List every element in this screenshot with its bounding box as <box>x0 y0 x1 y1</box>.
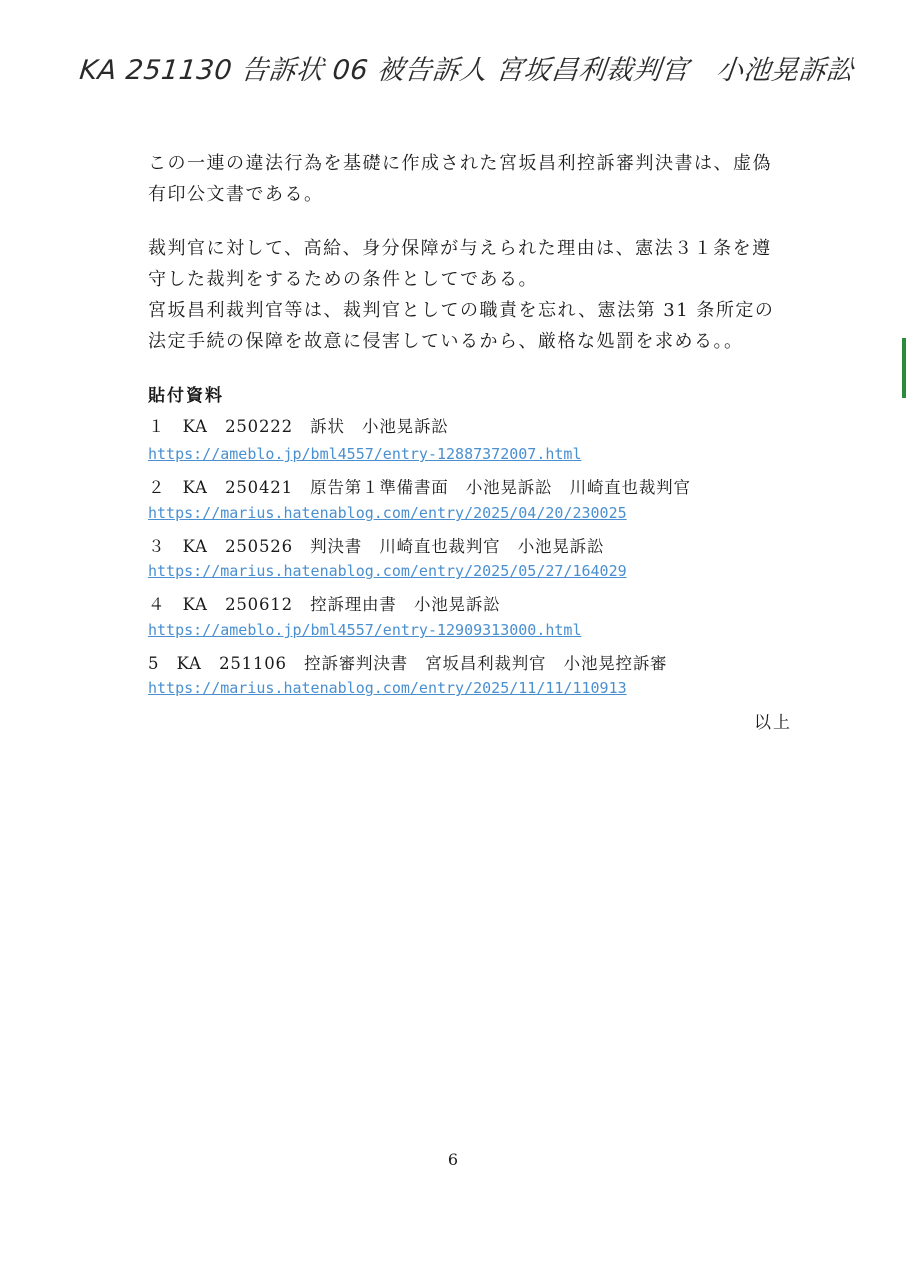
paragraph-1 <box>148 148 808 210</box>
attachment-item-1: １ KA 250222 訴状 小池晃訴訟 <box>148 417 449 436</box>
closing-mark: 以上 <box>754 713 792 733</box>
attachment-link-2[interactable]: https://marius.hatenablog.com/entry/2025/04/20/230025 <box>148 504 627 522</box>
attachment-link-1[interactable]: https://ameblo.jp/bml4557/entry-12887372007.html <box>148 445 582 463</box>
paragraph-1-line-2: 有印公文書である。 <box>148 184 324 205</box>
attachment-item-5: 5 KA 251106 控訴審判決書 宮坂昌利裁判官 小池晃控訴審 <box>148 654 668 673</box>
paragraph-2-line-2: 守した裁判をするための条件としてである。 <box>148 269 538 290</box>
scan-edge-mark <box>902 338 906 398</box>
attachment-link-4[interactable]: https://ameblo.jp/bml4557/entry-12909313000.html <box>148 621 582 639</box>
paragraph-1-line-1: この一連の違法行為を基礎に作成された宮坂昌利控訴審判決書は、虚偽 <box>148 153 772 174</box>
paragraph-2-line-4: 法定手続の保障を故意に侵害しているから、厳格な処罰を求める。。 <box>148 331 744 352</box>
page-number: 6 <box>447 1150 459 1169</box>
handwritten-title: KA 251130 告訴状 06 被告訴人 宮坂昌利裁判官 小池晃訴訟 <box>78 55 856 86</box>
attachment-item-4: ４ KA 250612 控訴理由書 小池晃訴訟 <box>148 595 501 614</box>
attachment-link-3[interactable]: https://marius.hatenablog.com/entry/2025/05/27/164029 <box>148 562 627 580</box>
attachment-link-5[interactable]: https://marius.hatenablog.com/entry/2025/11/11/110913 <box>148 679 627 697</box>
paragraph-2-line-1: 裁判官に対して、高給、身分保障が与えられた理由は、憲法３１条を遵 <box>148 238 772 259</box>
paragraph-2-line-3: 宮坂昌利裁判官等は、裁判官としての職責を忘れ、憲法第 31 条所定の <box>148 300 775 321</box>
attachment-item-2: ２ KA 250421 原告第１準備書面 小池晃訴訟 川崎直也裁判官 <box>148 478 691 497</box>
attachments-heading: 貼付資料 <box>148 386 224 406</box>
paragraph-2 <box>148 233 808 357</box>
attachment-item-3: ３ KA 250526 判決書 川崎直也裁判官 小池晃訴訟 <box>148 537 605 556</box>
